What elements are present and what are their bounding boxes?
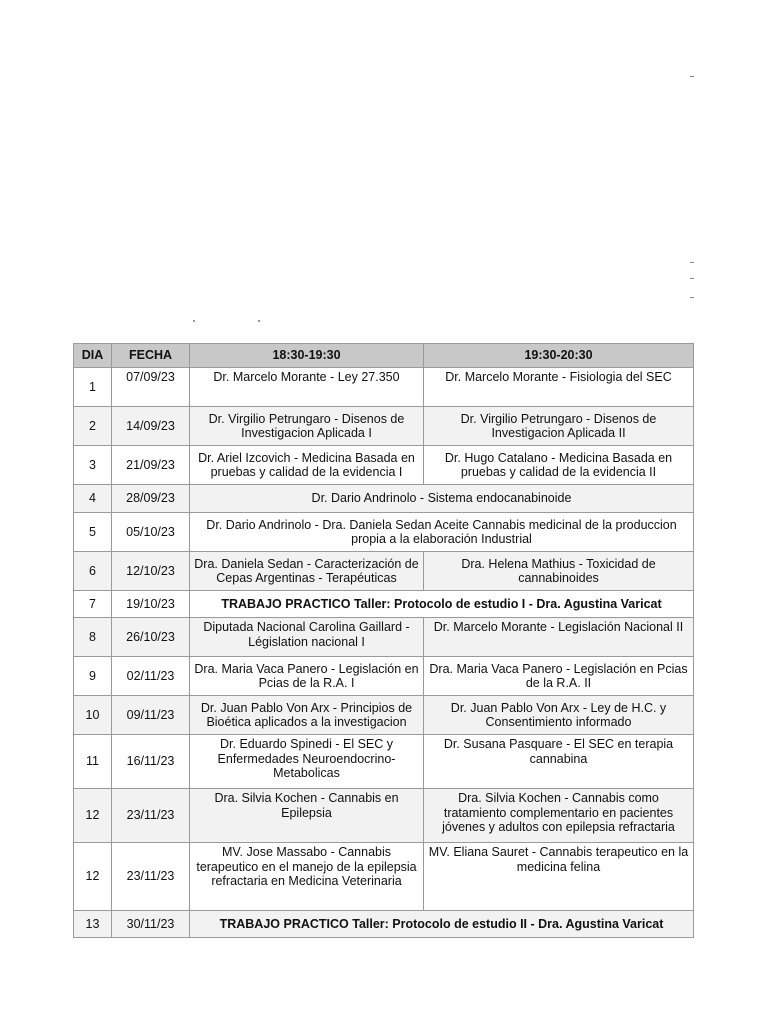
cell-dia: 1 xyxy=(74,368,112,407)
table-row xyxy=(74,735,694,789)
cell-slot-1: Dra. Maria Vaca Panero - Legislación en Pcias de la R.A. I xyxy=(190,657,424,696)
cell-fecha: 02/11/23 xyxy=(112,657,190,696)
cell-dia: 9 xyxy=(74,657,112,696)
cell-dia: 8 xyxy=(74,618,112,657)
table-row xyxy=(74,446,694,485)
cell-merged: TRABAJO PRACTICO Taller: Protocolo de estudio II - Dra. Agustina Varicat xyxy=(190,911,694,938)
cell-slot-2: Dra. Maria Vaca Panero - Legislación en Pcias de la R.A. II xyxy=(424,657,694,696)
page-edge-mark xyxy=(690,262,694,263)
cell-slot-1: Dr. Virgilio Petrungaro - Disenos de Investigacion Aplicada I xyxy=(190,407,424,446)
cell-dia: 11 xyxy=(74,735,112,789)
cell-slot-1: Dr. Eduardo Spinedi - El SEC y Enfermedades Neuroendocrino-Metabolicas xyxy=(190,735,424,789)
table-row xyxy=(74,657,694,696)
page-edge-mark xyxy=(690,278,694,279)
cell-slot-2: Dra. Helena Mathius - Toxicidad de cannabinoides xyxy=(424,552,694,591)
page-edge-mark xyxy=(690,76,694,77)
table-row xyxy=(74,618,694,657)
page-dot-mark xyxy=(193,320,195,322)
cell-dia: 13 xyxy=(74,911,112,938)
table-row xyxy=(74,591,694,618)
cell-dia: 5 xyxy=(74,513,112,552)
cell-fecha: 07/09/23 xyxy=(112,368,190,407)
header-slot-2: 19:30-20:30 xyxy=(424,344,694,368)
cell-merged: Dr. Dario Andrinolo - Dra. Daniela Sedan Aceite Cannabis medicinal de la produccion propia a la elaboración Industrial xyxy=(190,513,694,552)
cell-dia: 12 xyxy=(74,843,112,911)
cell-slot-1: Dr. Ariel Izcovich - Medicina Basada en pruebas y calidad de la evidencia I xyxy=(190,446,424,485)
table-header-row xyxy=(74,344,694,368)
table-row xyxy=(74,552,694,591)
cell-fecha: 12/10/23 xyxy=(112,552,190,591)
cell-dia: 3 xyxy=(74,446,112,485)
cell-merged: TRABAJO PRACTICO Taller: Protocolo de estudio I - Dra. Agustina Varicat xyxy=(190,591,694,618)
table-row xyxy=(74,911,694,938)
schedule-table xyxy=(73,343,694,938)
cell-merged: Dr. Dario Andrinolo - Sistema endocanabinoide xyxy=(190,485,694,513)
cell-slot-1: Dra. Daniela Sedan - Caracterización de Cepas Argentinas - Terapéuticas xyxy=(190,552,424,591)
cell-fecha: 19/10/23 xyxy=(112,591,190,618)
header-slot-1: 18:30-19:30 xyxy=(190,344,424,368)
cell-slot-2: Dr. Juan Pablo Von Arx - Ley de H.C. y Consentimiento informado xyxy=(424,696,694,735)
cell-fecha: 23/11/23 xyxy=(112,789,190,843)
cell-fecha: 05/10/23 xyxy=(112,513,190,552)
table-row xyxy=(74,485,694,513)
cell-slot-1: Dr. Juan Pablo Von Arx - Principios de Bioética aplicados a la investigacion xyxy=(190,696,424,735)
cell-fecha: 16/11/23 xyxy=(112,735,190,789)
table-row xyxy=(74,789,694,843)
table-row xyxy=(74,368,694,407)
cell-slot-2: Dr. Hugo Catalano - Medicina Basada en pruebas y calidad de la evidencia II xyxy=(424,446,694,485)
cell-fecha: 30/11/23 xyxy=(112,911,190,938)
cell-slot-2: Dr. Marcelo Morante - Legislación Nacional II xyxy=(424,618,694,657)
page-edge-mark xyxy=(690,297,694,298)
cell-dia: 7 xyxy=(74,591,112,618)
cell-slot-1: MV. Jose Massabo - Cannabis terapeutico en el manejo de la epilepsia refractaria en Medicina Veterinaria xyxy=(190,843,424,911)
header-dia: DIA xyxy=(74,344,112,368)
table-row xyxy=(74,407,694,446)
cell-dia: 6 xyxy=(74,552,112,591)
page-dot-mark xyxy=(258,320,260,322)
cell-slot-2: Dr. Marcelo Morante - Fisiologia del SEC xyxy=(424,368,694,407)
cell-fecha: 09/11/23 xyxy=(112,696,190,735)
cell-fecha: 28/09/23 xyxy=(112,485,190,513)
table-row xyxy=(74,843,694,911)
cell-dia: 4 xyxy=(74,485,112,513)
table-row xyxy=(74,513,694,552)
cell-slot-2: Dra. Silvia Kochen - Cannabis como tratamiento complementario en pacientes jóvenes y adultos con epilepsia refractaria xyxy=(424,789,694,843)
cell-dia: 10 xyxy=(74,696,112,735)
cell-slot-1: Dr. Marcelo Morante - Ley 27.350 xyxy=(190,368,424,407)
cell-dia: 2 xyxy=(74,407,112,446)
cell-slot-2: Dr. Susana Pasquare - El SEC en terapia cannabina xyxy=(424,735,694,789)
cell-dia: 12 xyxy=(74,789,112,843)
cell-fecha: 21/09/23 xyxy=(112,446,190,485)
cell-slot-2: MV. Eliana Sauret - Cannabis terapeutico en la medicina felina xyxy=(424,843,694,911)
cell-fecha: 23/11/23 xyxy=(112,843,190,911)
cell-slot-1: Dra. Silvia Kochen - Cannabis en Epilepsia xyxy=(190,789,424,843)
header-fecha: FECHA xyxy=(112,344,190,368)
cell-fecha: 26/10/23 xyxy=(112,618,190,657)
cell-fecha: 14/09/23 xyxy=(112,407,190,446)
cell-slot-1: Diputada Nacional Carolina Gaillard - Législation nacional I xyxy=(190,618,424,657)
cell-slot-2: Dr. Virgilio Petrungaro - Disenos de Investigacion Aplicada II xyxy=(424,407,694,446)
table-row xyxy=(74,696,694,735)
